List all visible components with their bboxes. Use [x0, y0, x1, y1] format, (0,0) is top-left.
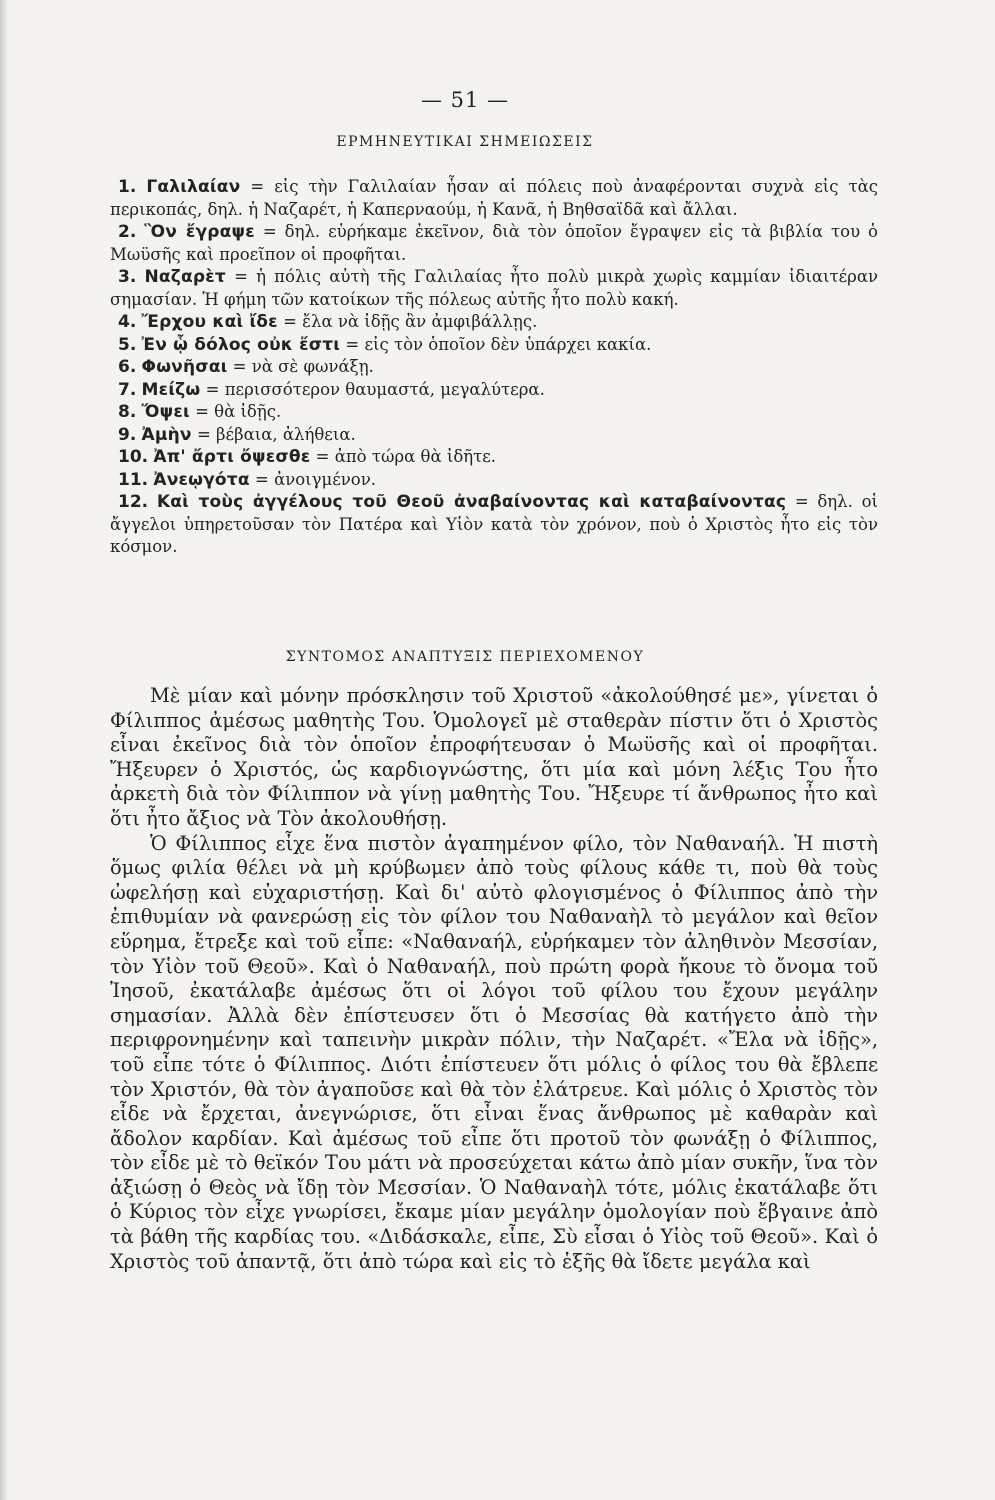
- note-item: [110, 424, 878, 447]
- note-item: [110, 446, 878, 469]
- note-term: Ναζαρὲτ: [144, 267, 226, 287]
- page-number: — 51 —: [420, 88, 510, 112]
- note-number: 8.: [118, 402, 137, 422]
- note-term: Γαλιλαίαν: [146, 177, 241, 197]
- note-text: = θὰ ἰδῇς.: [189, 402, 282, 421]
- note-term: Ἀπ' ἄρτι ὄψεσθε: [153, 447, 311, 467]
- page-binding-edge: [0, 0, 8, 1500]
- note-number: 11.: [118, 469, 149, 490]
- note-item: [110, 469, 878, 492]
- note-number: 5.: [118, 334, 137, 355]
- notes-heading: ΕΡΜΗΝΕΥΤΙΚΑΙ ΣΗΜΕΙΩΣΕΙΣ: [336, 134, 594, 150]
- note-item: [110, 221, 878, 266]
- note-item: [110, 266, 878, 311]
- note-text: = ἀνοιγμένον.: [249, 469, 377, 489]
- note-text: = εἰς τὸν ὁποῖον δὲν ὑπάρχει κακία.: [340, 334, 652, 354]
- note-text: = ἔλα νὰ ἰδῇς ἂν ἀμφιβάλλῃς.: [277, 312, 538, 331]
- note-item: [110, 176, 878, 221]
- note-item: [110, 491, 878, 559]
- note-text: = νὰ σὲ φωνάξῃ.: [227, 357, 374, 376]
- note-number: 4.: [118, 312, 137, 332]
- note-number: 6.: [118, 357, 137, 377]
- note-term: Μείζω: [141, 379, 201, 400]
- note-number: 1.: [118, 177, 137, 197]
- note-number: 10.: [118, 447, 149, 467]
- note-text: = ἡ πόλις αὐτὴ τῆς Γαλιλαίας ἦτο πολὺ μικρὰ χωρὶς καμμίαν ἰδιαιτέραν σημασίαν. Ἡ φήμη τῶν κατοίκων τῆς πόλεως αὐτῆς ἦτο πολὺ κακή.: [110, 267, 878, 309]
- note-term: Καὶ τοὺς ἀγγέλους τοῦ Θεοῦ ἀναβαίνοντας καὶ καταβαίνοντας: [156, 492, 787, 512]
- note-term: Ἀνεῳγότα: [153, 469, 250, 490]
- note-item: [110, 311, 878, 334]
- note-item: [110, 401, 878, 424]
- note-term: Ὄψει: [141, 402, 190, 422]
- note-text: = βέβαια, ἀλήθεια.: [191, 424, 356, 444]
- note-term: Φωνῆσαι: [141, 357, 228, 377]
- explanatory-notes: [110, 176, 878, 559]
- note-text: = δηλ. οἱ ἄγγελοι ὑπηρετοῦσαν τὸν Πατέρα καὶ Υἱὸν κατὰ τὸν χρόνον, ποὺ ὁ Χριστὸς ἦτο εἰς τὸν κόσμον.: [110, 492, 878, 556]
- content-summary: [110, 684, 878, 1274]
- note-text: = ἀπὸ τώρα θὰ ἰδῆτε.: [310, 447, 497, 466]
- note-number: 3.: [118, 267, 137, 287]
- note-number: 12.: [118, 492, 149, 512]
- note-text: = εἰς τὴν Γαλιλαίαν ἦσαν αἱ πόλεις ποὺ ἀναφέρονται συχνὰ εἰς τὰς περικοπάς, δηλ. ἡ Ναζαρέτ, ἡ Καπερναούμ, ἡ Κανᾶ, ἡ Βηθσαϊδᾶ καὶ ἄλλαι.: [110, 177, 878, 219]
- note-number: 7.: [118, 379, 137, 400]
- summary-paragraph: Μὲ μίαν καὶ μόνην πρόσκλησιν τοῦ Χριστοῦ «ἀκολούθησέ με», γίνεται ὁ Φίλιππος ἀμέσως μαθητὴς Του. Ὁμολογεῖ μὲ σταθερὰν πίστιν ὅτι ὁ Χριστὸς εἶναι ἐκεῖνος διὰ τὸν ὁποῖον ἐπροφήτευσαν ὁ Μωϋσῆς καὶ οἱ προφῆται. Ἤξευρεν ὁ Χριστός, ὡς καρδιογνώστης, ὅτι μία καὶ μόνη λέξις Του ἦτο ἀρκετὴ διὰ τὸν Φίλιππον νὰ γίνῃ μαθητὴς Του. Ἤξευρε τί ἄνθρωπος ἦτο καὶ ὅτι ἦτο ἄξιος νὰ Τὸν ἀκολουθήσῃ.: [110, 684, 878, 830]
- note-term: Ἔρχου καὶ ἴδε: [141, 312, 278, 332]
- summary-paragraph: Ὁ Φίλιππος εἶχε ἕνα πιστὸν ἀγαπημένον φίλο, τὸν Ναθαναήλ. Ἡ πιστὴ ὅμως φιλία θέλει νὰ μὴ κρύβωμεν ἀπὸ τοὺς φίλους κάθε τι, ποὺ θὰ τοὺς ὠφελήσῃ καὶ εὐχαριστήσῃ. Καὶ δι' αὐτὸ φλογισμένος ὁ Φίλιππος ἀπὸ τὴν ἐπιθυμίαν νὰ φανερώσῃ εἰς τὸν φίλον του Ναθαναὴλ τὸ μεγάλον καὶ θεῖον εὕρημα, ἔτρεξε καὶ τοῦ εἶπε: «Ναθαναήλ, εὑρήκαμεν τὸν ἀληθινὸν Μεσσίαν, τὸν Υἱὸν τοῦ Θεοῦ». Καὶ ὁ Ναθαναήλ, ποὺ πρώτη φορὰ ἤκουε τὸ ὄνομα τοῦ Ἰησοῦ, ἐκατάλαβε ἀμέσως ὅτι οἱ λόγοι τοῦ φίλου του ἔχουν μεγάλην σημασίαν. Ἀλλὰ δὲν ἐπίστευσεν ὅτι ὁ Μεσσίας θὰ κατήγετο ἀπὸ τὴν περιφρονημένην καὶ ταπεινὴν μικρὰν πόλιν, τὴν Ναζαρέτ. «Ἔλα νὰ ἰδῇς», τοῦ εἶπε τότε ὁ Φίλιππος. Διότι ἐπίστευεν ὅτι μόλις ὁ φίλος του θὰ ἔβλεπε τὸν Χριστόν, θὰ τὸν ἀγαποῦσε καὶ θὰ τὸν ἐλάτρευε. Καὶ μόλις ὁ Χριστὸς τὸν εἶδε νὰ ἔρχεται, ἀνεγνώρισε, ὅτι εἶναι ἕνας ἄνθρωπος μὲ καθαρὰν καὶ ἄδολον καρδίαν. Καὶ ἀμέσως τοῦ εἶπε ὅτι προτοῦ τὸν φωνάξῃ ὁ Φίλιππος, τὸν εἶδε μὲ τὸ θεϊκόν Του μάτι νὰ προσεύχεται κάτω ἀπὸ μίαν συκῆν, ἵνα τὸν ἀξιώσῃ ὁ Θεὸς νὰ ἴδῃ τὸν Μεσσίαν. Ὁ Ναθαναὴλ τότε, μόλις ἐκατάλαβε ὅτι ὁ Κύριος τὸν εἶχε γνωρίσει, ἔκαμε μίαν μεγάλην ὁμολογίαν ποὺ ἔβγαινε ἀπὸ τὰ βάθη τῆς καρδίας του. «Διδάσκαλε, εἶπε, Σὺ εἶσαι ὁ Υἱὸς τοῦ Θεοῦ». Καὶ ὁ Χριστὸς τοῦ ἀπαντᾷ, ὅτι ἀπὸ τώρα καὶ εἰς τὸ ἑξῆς θὰ ἴδετε μεγάλα καὶ: [110, 831, 878, 1273]
- note-number: 9.: [118, 424, 137, 445]
- note-term: Ἐν ᾧ δόλος οὐκ ἔστι: [141, 334, 341, 355]
- note-item: [110, 334, 878, 357]
- note-term: Ὃν ἔγραψε: [144, 222, 255, 242]
- note-number: 2.: [118, 222, 137, 242]
- note-text: = δηλ. εὑρήκαμε ἐκεῖνον, διὰ τὸν ὁποῖον ἔγραψεν εἰς τὰ βιβλία του ὁ Μωϋσῆς καὶ προεῖπον οἱ προφῆται.: [110, 222, 878, 264]
- note-term: Ἀμὴν: [141, 424, 192, 445]
- summary-heading: ΣΥΝΤΟΜΟΣ ΑΝΑΠΤΥΞΙΣ ΠΕΡΙΕΧΟΜΕΝΟΥ: [285, 649, 645, 665]
- note-text: = περισσότερον θαυμαστά, μεγαλύτερα.: [200, 379, 545, 399]
- note-item: [110, 356, 878, 379]
- note-item: [110, 379, 878, 402]
